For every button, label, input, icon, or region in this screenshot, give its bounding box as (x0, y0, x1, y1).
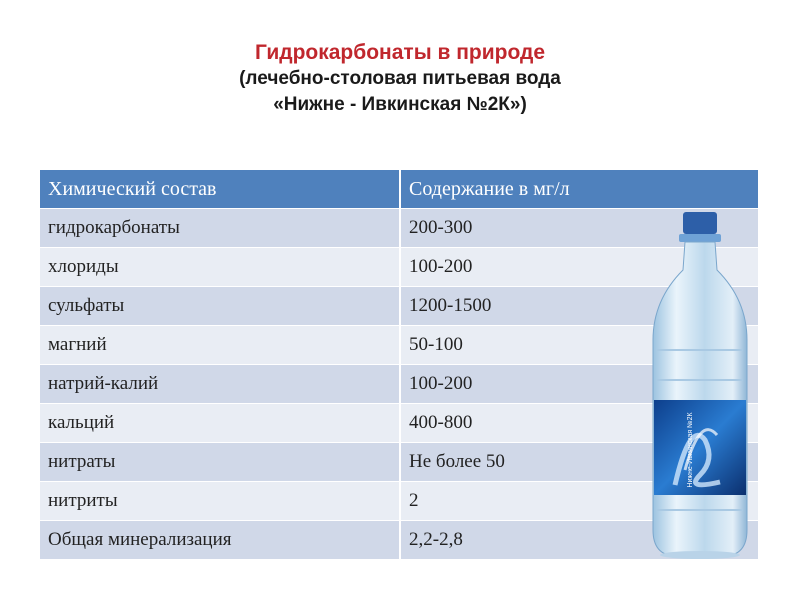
subtitle-line-1: (лечебно-столовая питьевая вода (239, 68, 561, 89)
cell-component: магний (40, 326, 400, 365)
bottle-body (653, 242, 747, 556)
cell-content: 100-200 (400, 365, 759, 404)
cell-content: 2 (400, 482, 759, 521)
page-title: Гидрокарбонаты в природе (254, 41, 546, 64)
cell-content: 100-200 (400, 248, 759, 287)
cell-content: 50-100 (400, 326, 759, 365)
cell-content: Не более 50 (400, 443, 759, 482)
cell-content: 200-300 (400, 209, 759, 248)
table-header-row (40, 170, 759, 209)
bottle-neck-ring (679, 234, 721, 242)
cell-component: нитраты (40, 443, 400, 482)
bottle-cap (683, 212, 717, 234)
cell-component: сульфаты (40, 287, 400, 326)
water-bottle-image (645, 210, 755, 560)
cell-content: 1200-1500 (400, 287, 759, 326)
cell-component: натрий-калий (40, 365, 400, 404)
cell-component: нитриты (40, 482, 400, 521)
slide-titles (0, 40, 800, 118)
column-header-composition: Химический состав (40, 170, 400, 209)
cell-component: хлориды (40, 248, 400, 287)
cell-component: Общая минерализация (40, 521, 400, 560)
cell-content: 400-800 (400, 404, 759, 443)
column-header-content: Содержание в мг/л (400, 170, 759, 209)
subtitle-line-2: «Нижне - Ивкинская №2К») (273, 94, 527, 115)
cell-component: кальций (40, 404, 400, 443)
bottle-label (654, 400, 746, 495)
bottle-label-text: Нижне-Ивкинская №2К (687, 412, 694, 488)
cell-content: 2,2-2,8 (400, 521, 759, 560)
cell-component: гидрокарбонаты (40, 209, 400, 248)
